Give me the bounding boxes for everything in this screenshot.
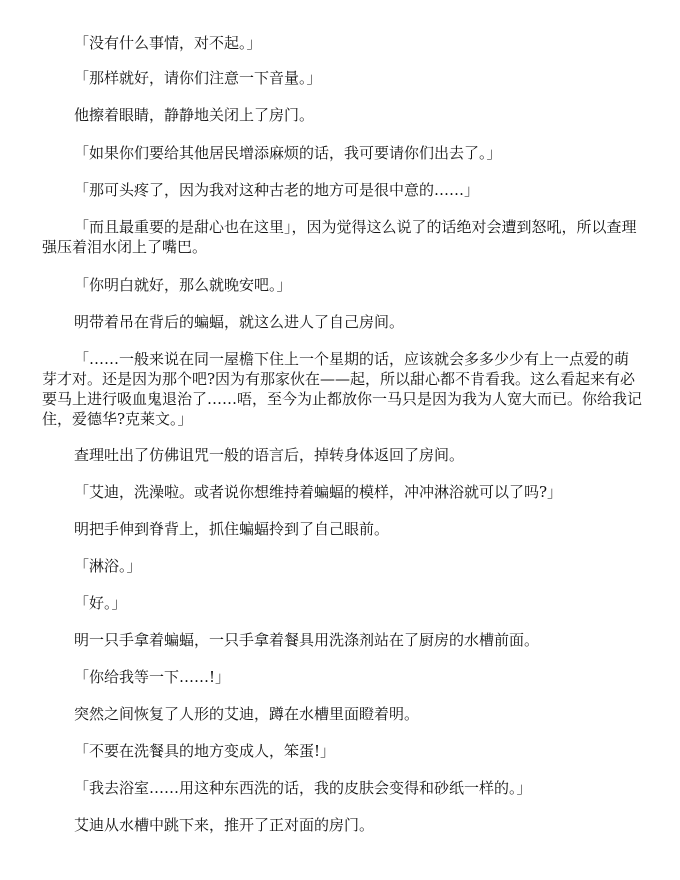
paragraph: 「没有什么事情，对不起。」 xyxy=(74,34,262,52)
paragraph: 查理吐出了仿佛诅咒一般的语言后，掉转身体返回了房间。 xyxy=(74,446,465,464)
paragraph: 明把手伸到脊背上，抓住蝙蝠拎到了自己眼前。 xyxy=(74,520,390,538)
paragraph: 明一只手拿着蝙蝠，一只手拿着餐具用洗涤剂站在了厨房的水槽前面。 xyxy=(74,631,540,649)
paragraph: 艾迪从水槽中跳下来，推开了正对面的房门。 xyxy=(74,816,375,834)
paragraph: 「你给我等一下……!」 xyxy=(74,668,231,686)
paragraph: 突然之间恢复了人形的艾迪，蹲在水槽里面瞪着明。 xyxy=(74,705,420,723)
paragraph: 「你明白就好，那么就晚安吧。」 xyxy=(74,276,292,294)
paragraph: 「如果你们要给其他居民增添麻烦的话，我可要请你们出去了。」 xyxy=(74,144,502,162)
paragraph: 「而且最重要的是甜心也在这里」，因为觉得这么说了的话绝对会遭到怒吼，所以查理强压着泪水闭上了嘴巴。 xyxy=(42,218,637,256)
paragraph: 他擦着眼睛，静静地关闭上了房门。 xyxy=(74,106,315,124)
paragraph: 「那样就好，请你们注意一下音量。」 xyxy=(74,69,322,87)
paragraph: 「那可头疼了，因为我对这种古老的地方可是很中意的……」 xyxy=(74,181,480,199)
paragraph: 「不要在洗餐具的地方变成人，笨蛋!」 xyxy=(74,742,336,760)
paragraph: 「艾迪，洗澡啦。或者说你想维持着蝙蝠的模样，冲冲淋浴就可以了吗?」 xyxy=(74,483,563,501)
paragraph: 明带着吊在背后的蝙蝠，就这么进人了自己房间。 xyxy=(74,313,405,331)
text-page xyxy=(42,0,642,880)
paragraph: 「淋浴。」 xyxy=(74,557,142,575)
paragraph: 「我去浴室……用这种东西洗的话，我的皮肤会变得和砂纸一样的。」 xyxy=(74,779,532,797)
paragraph: 「好。」 xyxy=(74,594,127,612)
paragraph: 「……一般来说在同一屋檐下住上一个星期的话，应该就会多多少少有上一点爱的萌芽才对。还是因为那个吧?因为有那家伙在——起，所以甜心都不肯看我。这么看起来有必要马上进行吸血鬼退治了……唔，至今为止都放你一马只是因为我为人宽大而已。你给我记住，爱德华?克莱文。」 xyxy=(42,350,643,428)
